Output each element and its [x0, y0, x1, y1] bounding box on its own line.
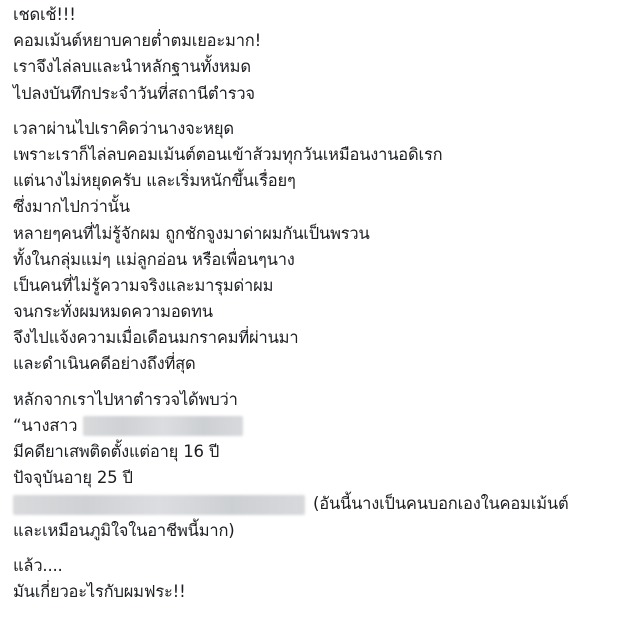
text-line: คอมเม้นต์หยาบคายต่ำตมเยอะมาก! — [13, 31, 261, 51]
redacted-name-blur — [83, 416, 243, 436]
paragraph-1 — [13, 2, 633, 107]
text-line: ทั้งในกลุ่มแม่ๆ แม่ลูกอ่อน หรือเพื่อนๆนาง — [13, 249, 295, 269]
text-line: และดำเนินคดีอย่างถึงที่สุด — [13, 354, 196, 374]
post-body — [13, 2, 633, 614]
text-line: แต่นางไม่หยุดครับ และเริ่มหนักขึ้นเรื่อยๆ — [13, 171, 296, 191]
text-line: ปัจจุบันอายุ 25 ปี — [13, 468, 133, 488]
text-line: แล้ว.... — [13, 555, 63, 575]
text-line: มันเกี่ยวอะไรกับผมฟระ!! — [13, 581, 186, 601]
text-line: ซึ่งมากไปกว่านั้น — [13, 197, 130, 217]
text-line: หลายๆคนที่ไม่รู้จักผม ถูกชักจูงมาด่าผมกันเป็นพรวน — [13, 223, 370, 243]
text-line: จนกระทั่งผมหมดความอดทน — [13, 302, 213, 322]
text-line-with-redaction — [13, 491, 633, 517]
text-line: เวลาผ่านไปเราคิดว่านางจะหยุด — [13, 118, 234, 138]
text-line: ไปลงบันทึกประจำวันที่สถานีตำรวจ — [13, 83, 255, 103]
name-prefix: “นางสาว — [13, 415, 78, 435]
text-line: เราจึงไล่ลบและนำหลักฐานทั้งหมด — [13, 57, 251, 77]
redacted-text-blur — [13, 495, 305, 515]
paragraph-2 — [13, 116, 633, 378]
text-line: เชดเช้!!! — [13, 5, 76, 24]
text-line: เพราะเราก็ไล่ลบคอมเม้นต์ตอนเข้าส้วมทุกวันเหมือนงานอดิเรก — [13, 144, 443, 164]
text-line: จึงไปแจ้งความเมื่อเดือนมกราคมที่ผ่านมา — [13, 328, 299, 348]
comment-note: (อันนี้นางเป็นคนบอกเองในคอมเม้นต์ — [313, 494, 569, 514]
text-line: มีคดียาเสพติดตั้งแต่อายุ 16 ปี — [13, 442, 220, 461]
text-line: และเหมือนภูมิใจในอาชีพนี้มาก) — [13, 520, 235, 540]
paragraph-4 — [13, 553, 633, 605]
text-line: หลักจากเราไปหาตำรวจได้พบว่า — [13, 389, 238, 409]
text-line: เป็นคนที่ไม่รู้ความจริงและมารุมด่าผม — [13, 275, 274, 295]
text-line-with-redaction — [13, 413, 633, 439]
paragraph-3 — [13, 387, 633, 544]
